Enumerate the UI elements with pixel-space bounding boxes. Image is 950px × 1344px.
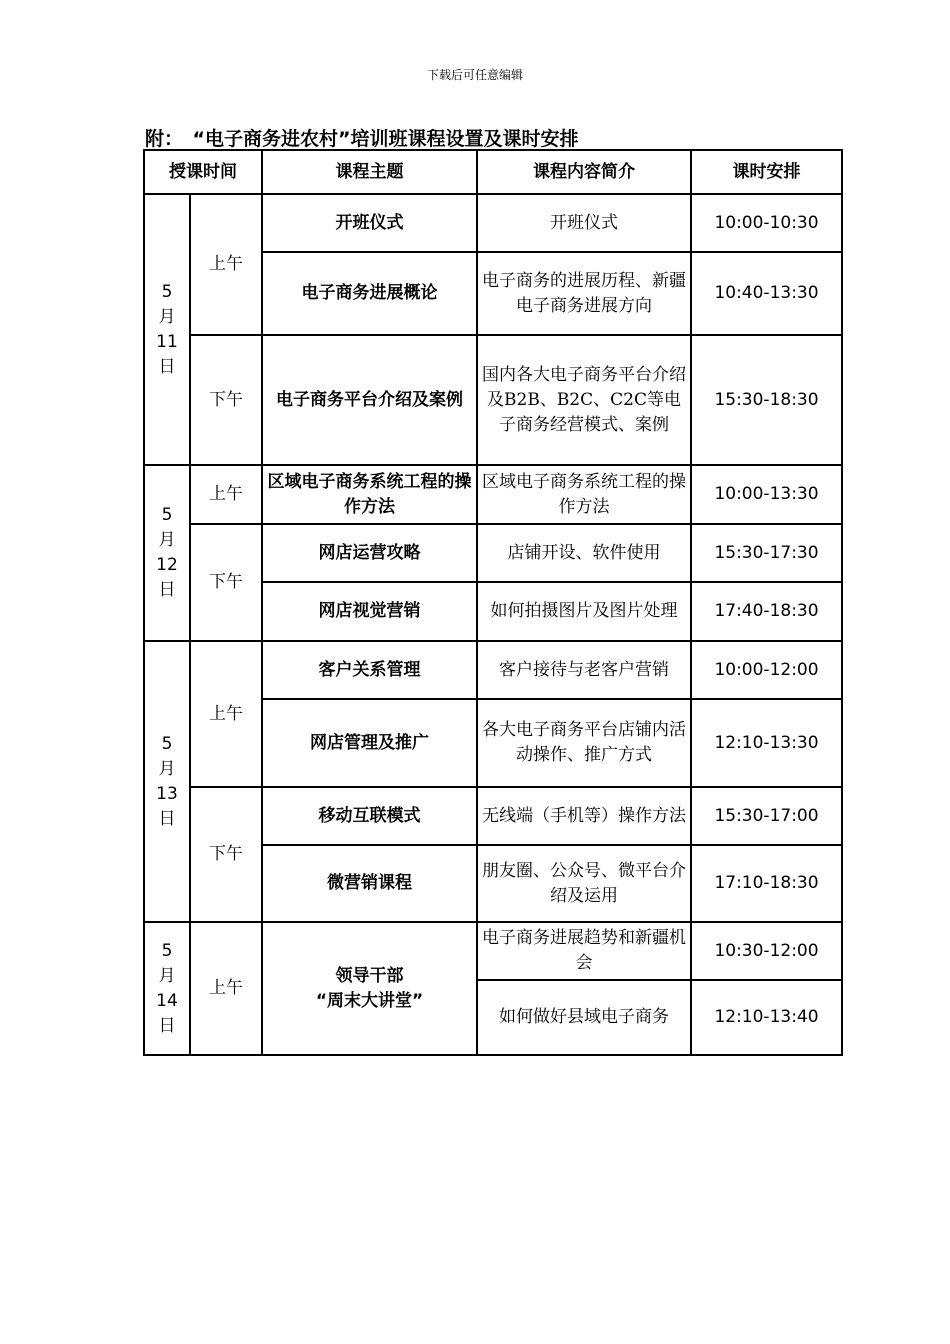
time-cell: 10:40-13:30 (691, 252, 842, 335)
period-am: 上午 (190, 194, 262, 335)
header-time-of-class: 授课时间 (144, 150, 262, 194)
period-am: 上午 (190, 641, 262, 787)
content-cell: 电子商务的进展历程、新疆电子商务进展方向 (477, 252, 691, 335)
table-row (144, 194, 842, 252)
content-cell: 国内各大电子商务平台介绍及B2B、B2C、C2C等电子商务经营模式、案例 (477, 335, 691, 465)
time-cell: 12:10-13:40 (691, 980, 842, 1055)
topic-cell: 电子商务进展概论 (262, 252, 477, 335)
topic-cell: 移动互联模式 (262, 787, 477, 845)
table-row (144, 641, 842, 699)
period-am: 上午 (190, 922, 262, 1055)
content-cell: 如何做好县域电子商务 (477, 980, 691, 1055)
header-note: 下载后可任意编辑 (426, 68, 523, 82)
topic-cell: 微营销课程 (262, 845, 477, 922)
time-cell: 10:00-10:30 (691, 194, 842, 252)
document-title: 附： “电子商务进农村”培训班课程设置及课时安排 (145, 128, 579, 150)
topic-cell: 网店视觉营销 (262, 582, 477, 641)
topic-cell: 客户关系管理 (262, 641, 477, 699)
time-cell: 15:30-18:30 (691, 335, 842, 465)
content-cell: 无线端（手机等）操作方法 (477, 787, 691, 845)
topic-cell: 网店管理及推广 (262, 699, 477, 787)
period-am: 上午 (190, 465, 262, 524)
content-cell: 如何拍摄图片及图片处理 (477, 582, 691, 641)
time-cell: 15:30-17:30 (691, 524, 842, 582)
time-cell: 12:10-13:30 (691, 699, 842, 787)
content-cell: 电子商务进展趋势和新疆机会 (477, 922, 691, 980)
table-row (144, 787, 842, 845)
content-cell: 客户接待与老客户营销 (477, 641, 691, 699)
topic-cell: 领导干部 “周末大讲堂” (262, 922, 477, 1055)
table-row (144, 922, 842, 980)
date-cell: 5 月 13 日 (144, 641, 190, 922)
content-cell: 店铺开设、软件使用 (477, 524, 691, 582)
period-pm: 下午 (190, 787, 262, 922)
topic-cell: 开班仪式 (262, 194, 477, 252)
header-content: 课程内容简介 (477, 150, 691, 194)
course-schedule-table (143, 149, 843, 1056)
topic-cell: 网店运营攻略 (262, 524, 477, 582)
time-cell: 17:40-18:30 (691, 582, 842, 641)
time-cell: 10:30-12:00 (691, 922, 842, 980)
time-cell: 10:00-12:00 (691, 641, 842, 699)
table-row (144, 465, 842, 524)
table-row (144, 335, 842, 465)
header-schedule: 课时安排 (691, 150, 842, 194)
content-cell: 区域电子商务系统工程的操作方法 (477, 465, 691, 524)
date-cell: 5 月 14 日 (144, 922, 190, 1055)
header-topic: 课程主题 (262, 150, 477, 194)
content-cell: 各大电子商务平台店铺内活动操作、推广方式 (477, 699, 691, 787)
period-pm: 下午 (190, 524, 262, 641)
time-cell: 17:10-18:30 (691, 845, 842, 922)
table-row (144, 524, 842, 582)
table-header-row (144, 150, 842, 194)
content-cell: 开班仪式 (477, 194, 691, 252)
date-cell: 5 月 12 日 (144, 465, 190, 641)
time-cell: 10:00-13:30 (691, 465, 842, 524)
period-pm: 下午 (190, 335, 262, 465)
content-cell: 朋友圈、公众号、微平台介绍及运用 (477, 845, 691, 922)
topic-cell: 区域电子商务系统工程的操作方法 (262, 465, 477, 524)
time-cell: 15:30-17:00 (691, 787, 842, 845)
topic-cell: 电子商务平台介绍及案例 (262, 335, 477, 465)
date-cell: 5 月 11 日 (144, 194, 190, 465)
